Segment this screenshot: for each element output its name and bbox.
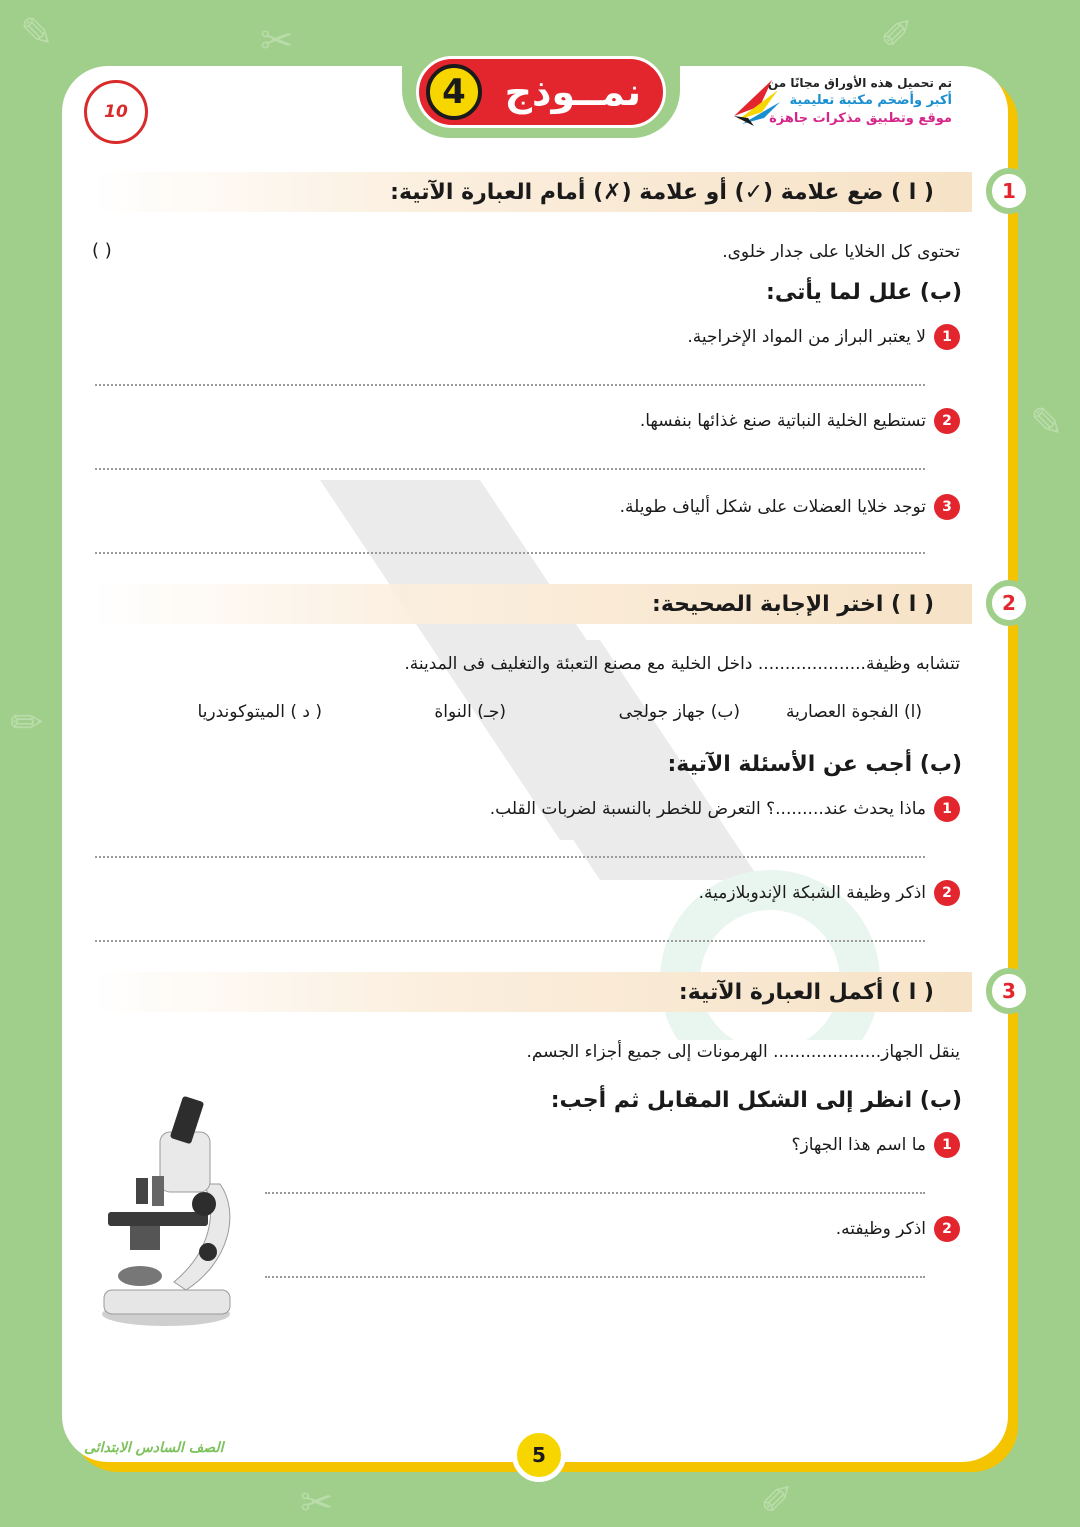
question-number: 2: [934, 880, 960, 906]
question-item: [640, 408, 960, 434]
question-number: 2: [934, 1216, 960, 1242]
answer-line[interactable]: [265, 1276, 925, 1278]
section-2-subtitle: (ب) أجب عن الأسئلة الآتية:: [667, 752, 962, 777]
section-1-title: ( ا ) ضع علامة (✓) أو علامة (✗) أمام العبارة الآتية:: [390, 179, 934, 205]
option-d[interactable]: ( د ) الميتوكوندريا: [197, 702, 322, 722]
question-item: [490, 796, 960, 822]
section-2-statement: تتشابه وظيفة.................... داخل الخلية مع مصنع التعبئة والتغليف فى المدينة.: [404, 654, 960, 674]
answer-line[interactable]: [265, 1192, 925, 1194]
page-number: 5: [512, 1428, 566, 1482]
section-1-header: [92, 172, 972, 212]
question-number: 1: [934, 324, 960, 350]
question-number: 2: [934, 408, 960, 434]
answer-line[interactable]: [95, 468, 925, 470]
question-text: تستطيع الخلية النباتية صنع غذائها بنفسها.: [639, 411, 926, 431]
question-number: 3: [934, 494, 960, 520]
background-doodle: ✏: [10, 700, 44, 746]
section-3-header: [92, 972, 972, 1012]
option-a[interactable]: (ا) الفجوة العصارية: [785, 702, 922, 722]
question-number: 1: [934, 796, 960, 822]
footer-grade: الصف السادس الابتدائى: [84, 1440, 224, 1456]
answer-line[interactable]: [95, 856, 925, 858]
brand-line-1: تم تحميل هذه الأوراق مجانًا من: [767, 76, 952, 90]
option-c[interactable]: (جـ) النواة: [434, 702, 506, 722]
section-1-subtitle: (ب) علل لما يأتى:: [766, 280, 962, 305]
answer-line[interactable]: [95, 940, 925, 942]
section-3-subtitle: (ب) انظر إلى الشكل المقابل ثم أجب:: [550, 1088, 962, 1113]
question-item: [699, 880, 960, 906]
background-doodle: ✎: [1030, 400, 1064, 446]
question-item: [687, 324, 960, 350]
brand-text: [732, 74, 952, 128]
background-doodle: ✐: [880, 12, 914, 58]
question-number: 1: [934, 1132, 960, 1158]
section-3-title: ( ا ) أكمل العبارة الآتية:: [678, 979, 934, 1005]
model-number: 4: [426, 64, 482, 120]
question-item: [791, 1132, 960, 1158]
model-title-text: نمــوذج: [504, 70, 641, 114]
section-3-statement: ينقل الجهاز.................... الهرمونات إلى جميع أجزاء الجسم.: [526, 1042, 960, 1062]
question-text: توجد خلايا العضلات على شكل ألياف طويلة.: [619, 497, 926, 517]
background-doodle: ✎: [20, 10, 54, 56]
question-item: [620, 494, 960, 520]
answer-parentheses: ( ): [92, 240, 112, 261]
section-1-statement: تحتوى كل الخلايا على جدار خلوى.: [722, 242, 960, 262]
page-badge: 10: [84, 80, 148, 144]
answer-line[interactable]: [95, 384, 925, 386]
question-text: ما اسم هذا الجهاز؟: [791, 1135, 926, 1155]
question-item: [836, 1216, 960, 1242]
section-1-number: 1: [986, 168, 1032, 214]
question-text: ماذا يحدث عند.........؟ التعرض للخطر بالنسبة لضربات القلب.: [489, 799, 926, 819]
brand-line-3: موقع وتطبيق مذكرات جاهزة: [769, 111, 952, 126]
section-2-header: [92, 584, 972, 624]
question-text: اذكر وظيفته.: [835, 1219, 926, 1239]
background-doodle: ✂: [300, 1480, 334, 1526]
brand-line-2: أكبر وأضخم مكتبة تعليمية: [789, 93, 952, 108]
answer-line[interactable]: [95, 552, 925, 554]
option-b[interactable]: (ب) جهاز جولجى: [618, 702, 740, 722]
background-doodle: ✂: [260, 18, 294, 64]
microscope-image: [100, 1092, 240, 1328]
section-2-title: ( ا ) اختر الإجابة الصحيحة:: [652, 591, 934, 617]
question-text: اذكر وظيفة الشبكة الإندوبلازمية.: [698, 883, 926, 903]
section-2-number: 2: [986, 580, 1032, 626]
background-doodle: ✐: [760, 1478, 794, 1524]
question-text: لا يعتبر البراز من المواد الإخراجية.: [687, 327, 926, 347]
section-3-number: 3: [986, 968, 1032, 1014]
